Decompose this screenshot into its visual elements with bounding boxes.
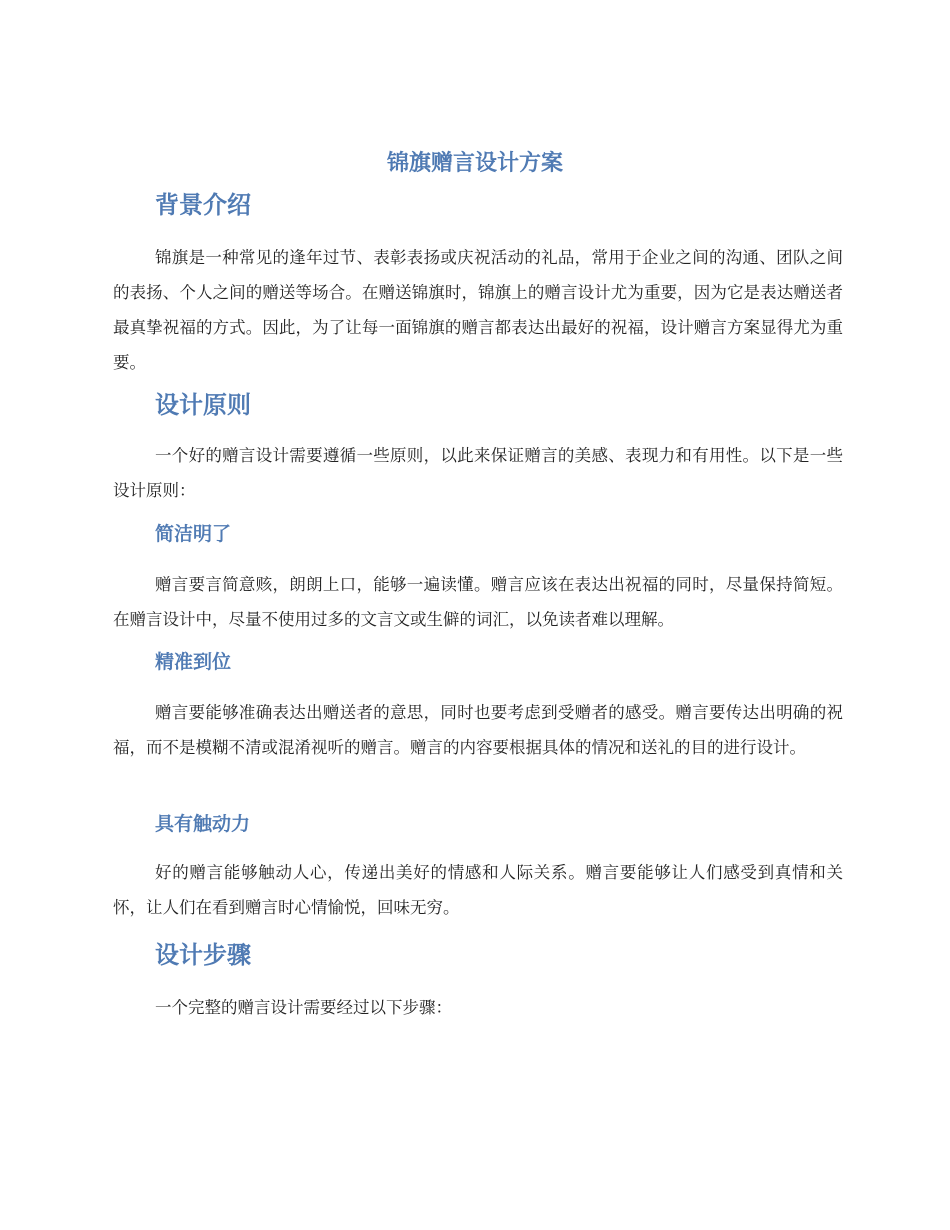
heading-principles: 设计原则: [155, 391, 251, 419]
paragraph-touching: 好的赠言能够触动人心，传递出美好的情感和人际关系。赠言要能够让人们感受到真情和关怀，让人们在看到赠言时心情愉悦，回味无穷。: [113, 863, 843, 917]
paragraph-accurate: 赠言要能够准确表达出赠送者的意思，同时也要考虑到受赠者的感受。赠言要传达出明确的祝福，而不是模糊不清或混淆视听的赠言。赠言的内容要根据具体的情况和送礼的目的进行设计。: [113, 703, 843, 757]
heading-accurate: 精准到位: [155, 651, 232, 673]
paragraph-principles: 一个好的赠言设计需要遵循一些原则，以此来保证赠言的美感、表现力和有用性。以下是一些设计原则：: [113, 446, 843, 500]
page-title: 锦旗赠言设计方案: [386, 151, 563, 176]
paragraph-concise: 赠言要言简意赅，朗朗上口，能够一遍读懂。赠言应该在表达出祝福的同时，尽量保持简短。在赠言设计中，尽量不使用过多的文言文或生僻的词汇，以免读者难以理解。: [113, 575, 843, 629]
heading-steps: 设计步骤: [155, 941, 251, 969]
heading-touching: 具有触动力: [155, 813, 251, 835]
paragraph-steps: 一个完整的赠言设计需要经过以下步骤：: [155, 998, 452, 1017]
paragraph-background: 锦旗是一种常见的逢年过节、表彰表扬或庆祝活动的礼品，常用于企业之间的沟通、团队之间的表扬、个人之间的赠送等场合。在赠送锦旗时，锦旗上的赠言设计尤为重要，因为它是表达赠送者最真挚祝福的方式。因此，为了让每一面锦旗的赠言都表达出最好的祝福，设计赠言方案显得尤为重要。: [113, 248, 843, 372]
heading-concise: 简洁明了: [155, 523, 232, 545]
heading-background: 背景介绍: [155, 191, 251, 219]
